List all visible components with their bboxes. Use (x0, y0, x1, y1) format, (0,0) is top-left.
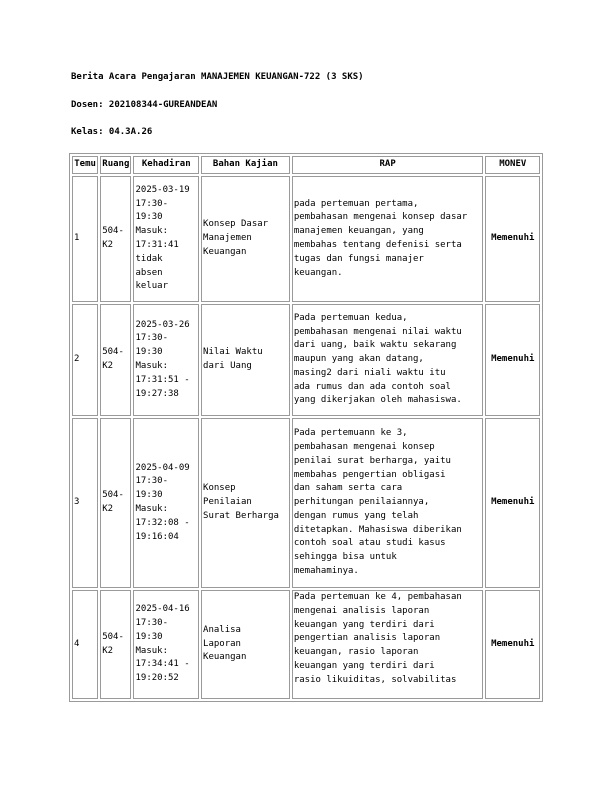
cell-monev: Memenuhi (485, 304, 540, 416)
cell-rap: pada pertemuan pertama, pembahasan mengenai konsep dasar manajemen keuangan, yang membahas tentang defenisi serta tugas dan fungsi manajer keuangan. (292, 176, 484, 302)
header-temu: Temu (72, 156, 98, 174)
cell-monev: Memenuhi (485, 176, 540, 302)
table-row (72, 176, 540, 302)
table-row (72, 590, 540, 699)
cell-temu: 1 (72, 176, 98, 302)
cell-bahan-kajian: Konsep Penilaian Surat Berharga (201, 418, 290, 588)
header-kehadiran: Kehadiran (133, 156, 199, 174)
cell-kehadiran: 2025-04-09 17:30- 19:30 Masuk: 17:32:08 - 19:16:04 (133, 418, 199, 588)
cell-rap (292, 590, 484, 699)
cell-temu: 3 (72, 418, 98, 588)
attendance-table (69, 153, 543, 702)
cell-ruang: 504- K2 (100, 304, 131, 416)
cell-ruang: 504- K2 (100, 418, 131, 588)
cell-kehadiran: 2025-03-19 17:30- 19:30 Masuk: 17:31:41 tidak absen keluar (133, 176, 199, 302)
table-row (72, 418, 540, 588)
table-row (72, 304, 540, 416)
document-title: Berita Acara Pengajaran MANAJEMEN KEUANGAN-722 (3 SKS) (71, 72, 364, 82)
cell-rap: Pada pertemuann ke 3, pembahasan mengenai konsep penilai surat berharga, yaitu membahas pengertian obligasi dan saham serta cara perhitungan penilaiannya, dengan rumus yang telah ditetapkan. Mahasiswa diberikan contoh soal atau studi kasus sehingga bisa untuk memahaminya. (292, 418, 484, 588)
cell-rap: Pada pertemuan kedua, pembahasan mengenai nilai waktu dari uang, baik waktu sekarang maupun yang akan datang, masing2 dari niali waktu itu ada rumus dan ada contoh soal yang dikerjakan oleh mahasiswa. (292, 304, 484, 416)
class-line: Kelas: 04.3A.26 (71, 127, 153, 137)
cell-ruang: 504- K2 (100, 590, 131, 699)
cell-temu: 2 (72, 304, 98, 416)
cell-bahan-kajian: Nilai Waktu dari Uang (201, 304, 290, 416)
cell-monev: Memenuhi (485, 590, 540, 699)
header-ruang: Ruang (100, 156, 131, 174)
cell-ruang: 504- K2 (100, 176, 131, 302)
table-header-row (72, 156, 540, 174)
cell-temu: 4 (72, 590, 98, 699)
header-monev: MONEV (485, 156, 540, 174)
cell-kehadiran: 2025-04-16 17:30- 19:30 Masuk: 17:34:41 - 19:20:52 (133, 590, 199, 699)
lecturer-line: Dosen: 202108344-GUREANDEAN (71, 100, 218, 110)
cell-bahan-kajian: Konsep Dasar Manajemen Keuangan (201, 176, 290, 302)
cell-monev: Memenuhi (485, 418, 540, 588)
cell-kehadiran: 2025-03-26 17:30- 19:30 Masuk: 17:31:51 - 19:27:38 (133, 304, 199, 416)
cell-bahan-kajian: Analisa Laporan Keuangan (201, 590, 290, 699)
rap-text: Pada pertemuan ke 4, pembahasan mengenai analisis laporan keuangan yang terdiri dari pengertian analisis laporan keuangan, rasio laporan keuangan yang terdiri dari rasio likuiditas, solvabilitas (293, 592, 462, 685)
header-rap: RAP (292, 156, 484, 174)
header-bahan-kajian: Bahan Kajian (201, 156, 290, 174)
